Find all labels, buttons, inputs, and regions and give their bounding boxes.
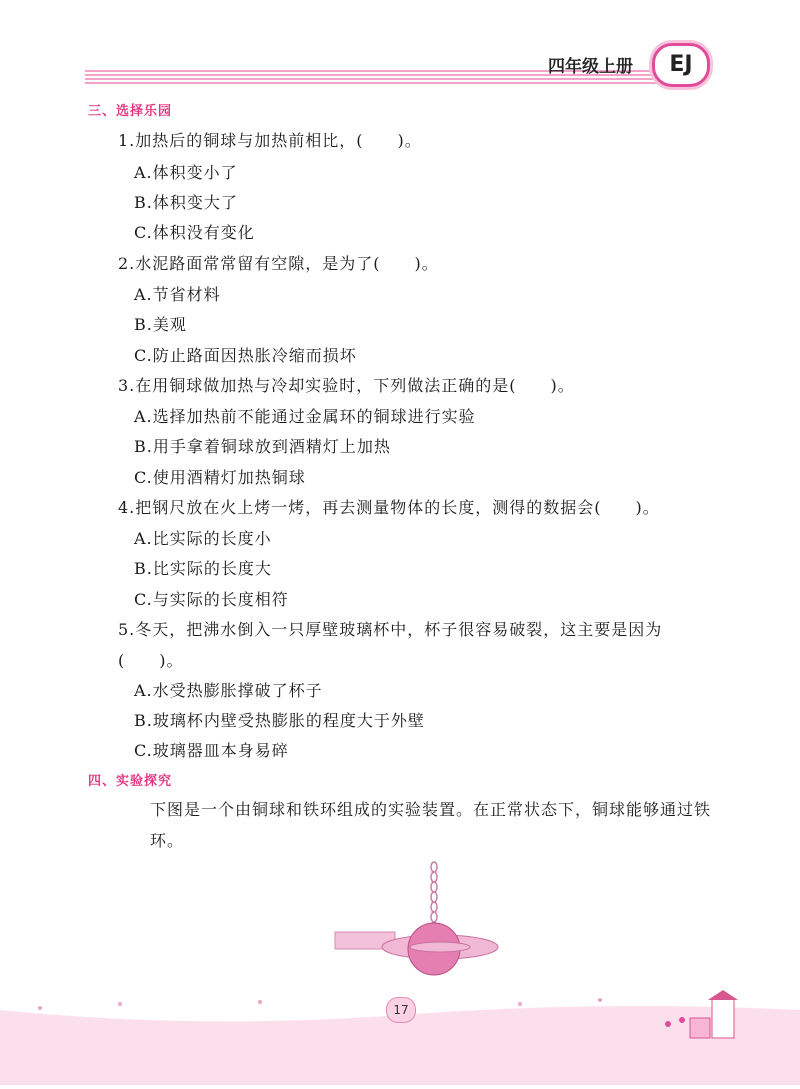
question-stem: 3.在用铜球做加热与冷却实验时，下列做法正确的是( )。	[118, 376, 575, 395]
chain-ball-ring-illustration	[330, 855, 500, 990]
edition-badge-label: EJ	[669, 52, 693, 77]
question-option: B.用手拿着铜球放到酒精灯上加热	[134, 437, 391, 456]
page-number: 17	[386, 997, 416, 1023]
question-option: B.比实际的长度大	[134, 559, 272, 578]
question-option: C.防止路面因热胀冷缩而损坏	[134, 346, 357, 365]
question-option: A.体积变小了	[134, 163, 238, 182]
question-option: A.选择加热前不能通过金属环的铜球进行实验	[134, 407, 476, 426]
section-title-experiment: 四、实验探究	[88, 774, 173, 789]
edition-badge	[652, 43, 710, 87]
question-option: C.玻璃器皿本身易碎	[134, 741, 289, 760]
experiment-description-text: 下图是一个由铜球和铁环组成的实验装置。在正常状态下，铜球能够通过铁环。	[150, 800, 712, 850]
question-option: B.玻璃杯内壁受热膨胀的程度大于外壁	[134, 711, 425, 730]
question-option: B.美观	[134, 315, 187, 334]
question-stem: 5.冬天，把沸水倒入一只厚壁玻璃杯中，杯子很容易破裂，这主要是因为	[118, 620, 663, 639]
section-title-choice: 三、选择乐园	[88, 104, 173, 119]
question-stem: 2.水泥路面常常留有空隙，是为了( )。	[118, 254, 439, 273]
question-option: A.比实际的长度小	[134, 529, 272, 548]
question-stem: 4.把钢尺放在火上烤一烤，再去测量物体的长度，测得的数据会( )。	[118, 498, 660, 517]
question-option: B.体积变大了	[134, 193, 238, 212]
question-option: C.与实际的长度相符	[134, 590, 289, 609]
question-option: C.使用酒精灯加热铜球	[134, 468, 306, 487]
experiment-description	[118, 794, 718, 856]
question-stem-continued: ( )。	[118, 651, 184, 670]
question-option: A.水受热膨胀撑破了杯子	[134, 681, 323, 700]
question-option: A.节省材料	[134, 285, 221, 304]
question-stem: 1.加热后的铜球与加热前相比，( )。	[118, 131, 422, 150]
header-title: 四年级上册	[548, 57, 633, 77]
question-option: C.体积没有变化	[134, 223, 255, 242]
